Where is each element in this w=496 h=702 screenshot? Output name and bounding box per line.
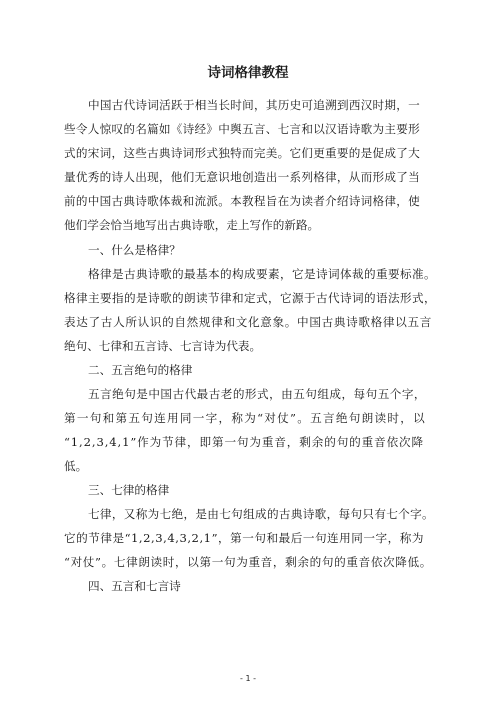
paragraph-line	[0, 117, 496, 141]
paragraph-line-text: 低。	[64, 459, 88, 473]
paragraph-line	[0, 382, 496, 406]
paragraph-line-text: 它的节律是“1,2,3,4,3,2,1”，第一句和最后一句连用同一字，称为	[64, 531, 424, 545]
page-number: - 1 -	[240, 674, 256, 683]
paragraph-line-text: 式的宋词，这些古典诗词形式独特而完美。它们更重要的是促成了大	[64, 146, 420, 160]
paragraph-line	[0, 454, 496, 478]
section-heading	[0, 574, 496, 598]
section-heading-text: 一、什么是格律？	[88, 243, 181, 257]
paragraph-line-text: 他们学会恰当地写出古典诗歌，走上写作的新路。	[64, 218, 320, 232]
paragraph-line-text: 七律，又称为七绝，是由七句组成的古典诗歌，每句只有七个字。	[88, 507, 434, 521]
paragraph-line-text: 量优秀的诗人出现，他们无意识地创造出一系列格律，从而形成了当	[64, 170, 420, 184]
paragraph-line	[0, 310, 496, 334]
section-heading-text: 三、七律的格律	[88, 483, 170, 497]
paragraph-line-text: 前的中国古典诗歌体裁和流派。本教程旨在为读者介绍诗词格律，使	[64, 194, 420, 208]
paragraph-line	[0, 141, 496, 165]
section-heading-text: 二、五言绝句的格律	[88, 363, 193, 377]
paragraph-line	[0, 262, 496, 286]
paragraph-line-text: “对仗”。七律朗读时，以第一句为重音，剩余的句的重音依次降低。	[64, 555, 432, 569]
section-heading	[0, 238, 496, 262]
paragraph-line-text: 表达了古人所认识的自然规律和文化意象。中国古典诗歌格律以五言	[64, 315, 432, 329]
paragraph-line	[0, 93, 496, 117]
paragraph-line-text: 绝句、七律和五言诗、七言诗为代表。	[64, 339, 262, 353]
paragraph-line-text: 中国古代诗词活跃于相当长时间，其历史可追溯到西汉时期，一	[88, 98, 420, 112]
section-heading	[0, 358, 496, 382]
paragraph-line	[0, 165, 496, 189]
paragraph-line	[0, 406, 496, 430]
paragraph-line-text: 五言绝句是中国古代最古老的形式，由五句组成，每句五个字，	[88, 387, 426, 401]
paragraph-line-text: 格律主要指的是诗歌的朗读节律和定式，它源于古代诗词的语法形式，	[64, 291, 436, 305]
paragraph-line	[0, 430, 496, 454]
paragraph-line-text: 些令人惊叹的名篇如《诗经》中舆五言、七言和以汉语诗歌为主要形	[64, 122, 420, 136]
paragraph-line	[0, 334, 496, 358]
paragraph-line-text: “1,2,3,4,1”作为节律，即第一句为重音，剩余的句的重音依次降	[64, 435, 424, 449]
section-heading-text: 四、五言和七言诗	[88, 579, 181, 593]
paragraph-line	[0, 502, 496, 526]
paragraph-line	[0, 189, 496, 213]
paragraph-line	[0, 286, 496, 310]
paragraph-line-text: 第一句和第五句连用同一字，称为“对仗”。五言绝句朗读时，以	[64, 411, 426, 425]
paragraph-line	[0, 526, 496, 550]
section-heading	[0, 478, 496, 502]
paragraph-line	[0, 213, 496, 237]
document-title: 诗词格律教程	[207, 65, 289, 81]
paragraph-line-text: 格律是古典诗歌的最基本的构成要素，它是诗词体裁的重要标准。	[88, 267, 436, 281]
paragraph-line	[0, 550, 496, 574]
